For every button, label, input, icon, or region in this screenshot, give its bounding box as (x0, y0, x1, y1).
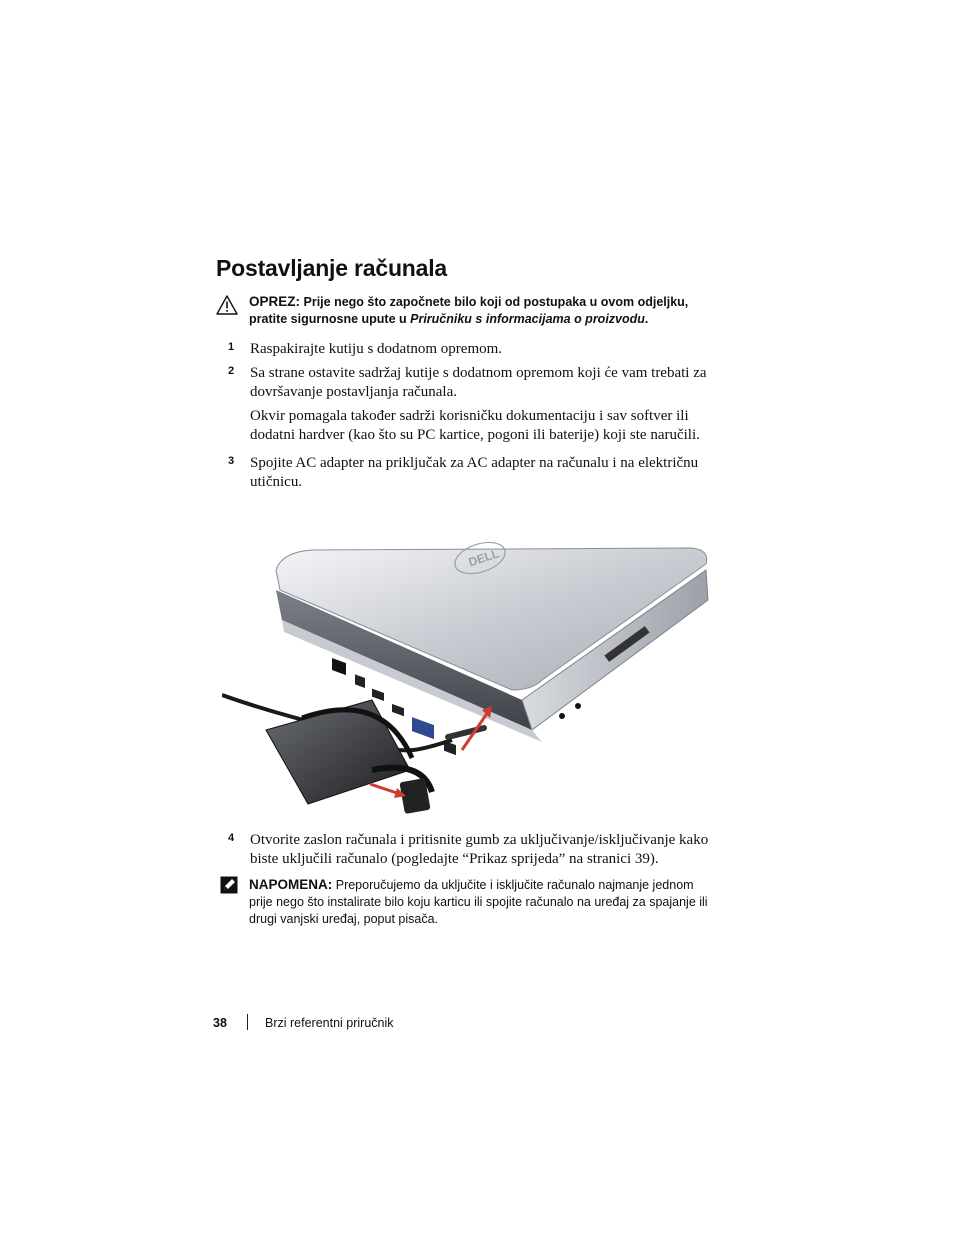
laptop-adapter-svg (222, 530, 714, 830)
caution-body: Prije nego što započnete bilo koji od postupaka u ovom odjeljku, pratite sigurnosne upute u (249, 295, 689, 326)
note-label: NAPOMENA: (249, 877, 333, 892)
warning-triangle-icon (216, 295, 238, 315)
step-text: Sa strane ostavite sadržaj kutije s dodatnom opremom koji će vam trebati za dovršavanje postavljanja računala. (250, 365, 707, 400)
step-2-extra: Okvir pomagala također sadrži korisničku dokumentaciju i sav softver ili dodatni hardver (kao što su PC kartice, pogoni ili baterije) koji ste naručili. (250, 408, 700, 443)
step-number: 1 (228, 341, 235, 353)
note-text (249, 876, 719, 928)
step-number: 3 (228, 455, 235, 467)
note-body: Preporučujemo da uključite i isključite računalo najmanje jednom prije nego što instalirate bilo koju karticu ili spojite računalo na uređaj za spajanje ili drugi vanjski uređaj, poput pisača. (249, 878, 708, 926)
step-text: Otvorite zaslon računala i pritisnite gumb za uključivanje/isključivanje kako biste uključili računalo (pogledajte “Prikaz sprijeda” na stranici 39). (250, 832, 709, 867)
caution-end: . (644, 312, 649, 326)
caution-doc-title: Priručniku s informacijama o proizvodu (410, 312, 645, 326)
step-text: Spojite AC adapter na priključak za AC adapter na računalu i na električnu utičnicu. (250, 455, 699, 490)
note-pencil-icon (220, 876, 238, 894)
caution-text (249, 293, 719, 328)
footer-title: Brzi referentni priručnik (265, 1016, 394, 1030)
step-number: 2 (228, 365, 235, 377)
step-text: Raspakirajte kutiju s dodatnom opremom. (250, 341, 503, 357)
footer-divider (247, 1014, 248, 1030)
dell-logo-text: DELL (466, 546, 501, 570)
laptop-adapter-illustration (222, 530, 714, 830)
page-heading: Postavljanje računala (216, 255, 448, 281)
step-number: 4 (228, 832, 235, 844)
caution-label: OPREZ: (249, 294, 301, 309)
page-number: 38 (213, 1016, 227, 1030)
